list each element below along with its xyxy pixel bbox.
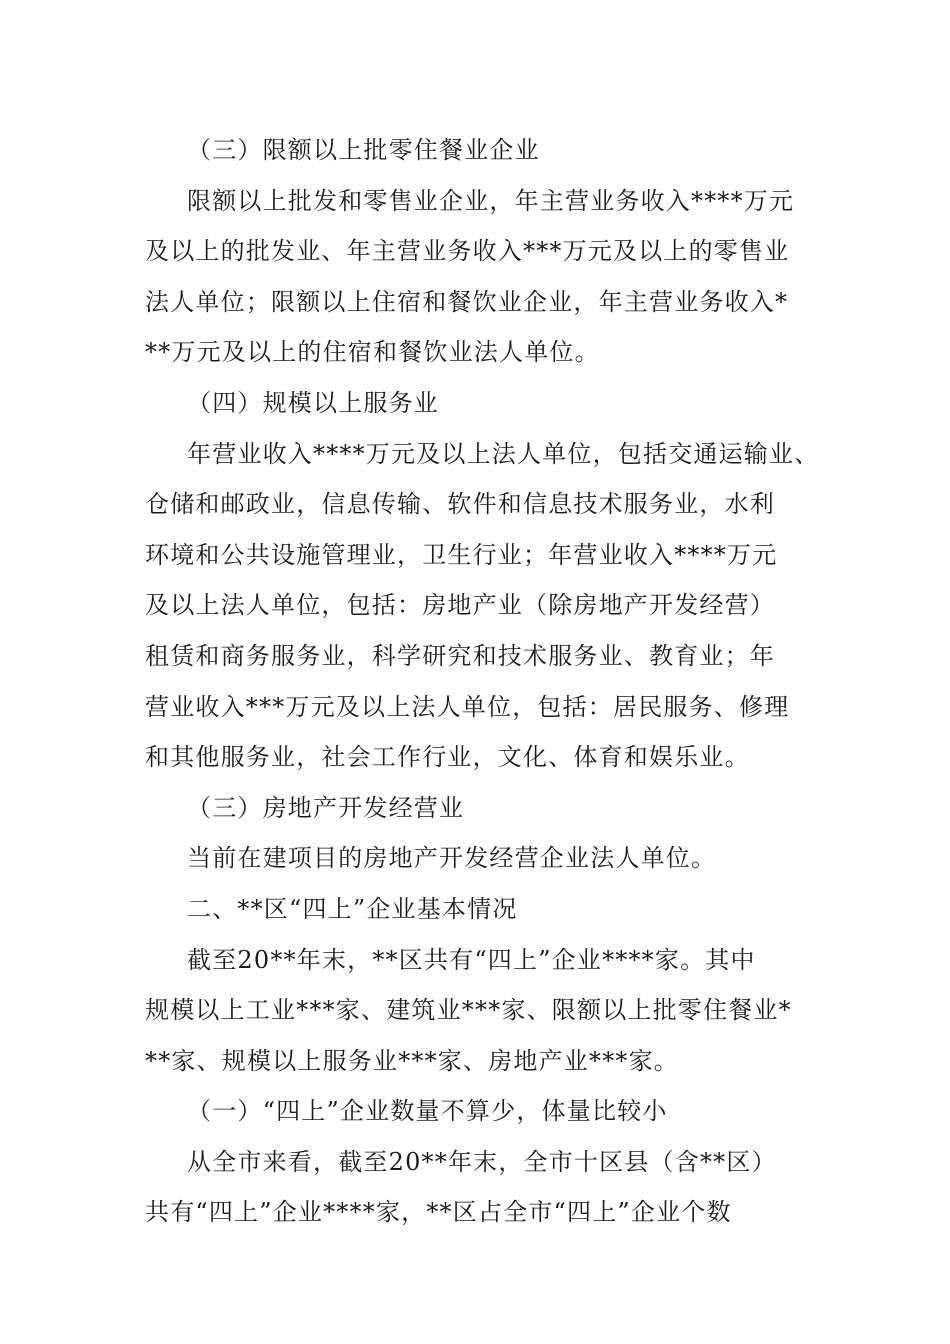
text-line-7: 年营业收入****万元及以上法人单位，包括交通运输业、 [187, 439, 820, 468]
text-line-6: （四）规模以上服务业 [187, 388, 439, 417]
text-line-19: **家、规模以上服务业***家、房地产业***家。 [145, 1046, 679, 1075]
text-line-16: 二、**区“四上”企业基本情况 [187, 894, 518, 923]
document-body [145, 125, 820, 1238]
text-line-12: 营业收入***万元及以上法人单位，包括：居民服务、修理 [145, 692, 790, 721]
text-line-4: 法人单位；限额以上住宿和餐饮业企业，年主营业务收入* [145, 287, 789, 316]
text-line-8: 仓储和邮政业，信息传输、软件和信息技术服务业，水利 [145, 490, 775, 519]
text-line-9: 环境和公共设施管理业，卫生行业；年营业收入****万元 [145, 540, 778, 569]
text-line-3: 及以上的批发业、年主营业务收入***万元及以上的零售业 [145, 237, 790, 266]
text-line-11: 租赁和商务服务业，科学研究和技术服务业、教育业；年 [145, 641, 775, 670]
text-line-2: 限额以上批发和零售业企业，年主营业务收入****万元 [187, 186, 795, 215]
text-line-15: 当前在建项目的房地产开发经营企业法人单位。 [187, 844, 717, 873]
text-line-20: （一）“四上”企业数量不算少，体量比较小 [187, 1097, 668, 1126]
text-line-14: （三）房地产开发经营业 [187, 793, 465, 822]
text-line-13: 和其他服务业，社会工作行业，文化、体育和娱乐业。 [145, 743, 750, 772]
text-line-5: **万元及以上的住宿和餐饮业法人单位。 [145, 338, 600, 367]
text-line-21: 从全市来看，截至20**年末，全市十区县（含**区） [187, 1147, 777, 1176]
text-line-10: 及以上法人单位，包括：房地产业（除房地产开发经营） [145, 591, 775, 620]
text-line-17: 截至20**年末，**区共有“四上”企业****家。其中 [187, 945, 756, 974]
text-line-18: 规模以上工业***家、建筑业***家、限额以上批零住餐业* [145, 996, 792, 1025]
text-line-1: （三）限额以上批零住餐业企业 [187, 136, 540, 164]
text-line-22: 共有“四上”企业****家，**区占全市“四上”企业个数 [145, 1198, 732, 1227]
